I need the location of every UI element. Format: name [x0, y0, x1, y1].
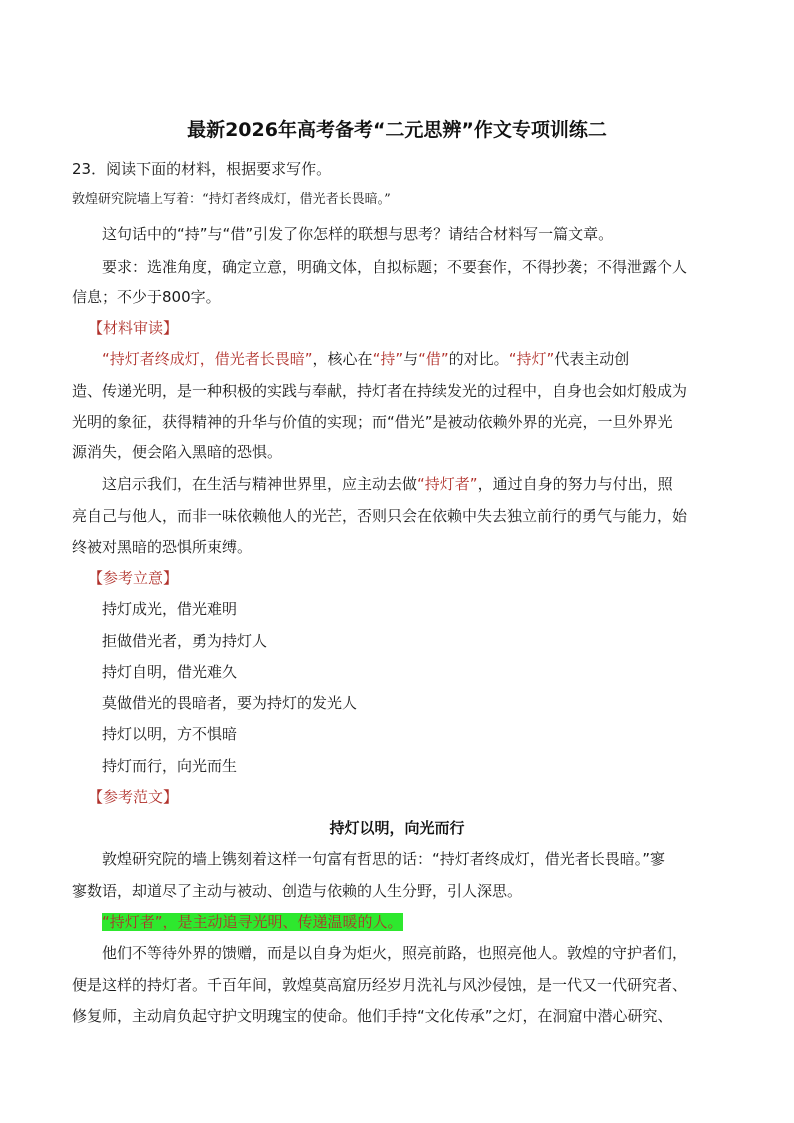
reference-ideas-heading: 【参考立意】 [88, 569, 179, 587]
material-reading-p2-line2: 亮自己与他人，而非一味依赖他人的光芒，否则只会在依赖中失去独立前行的勇气与能力，始 [72, 507, 688, 525]
p1-seg-3: 与 [403, 350, 419, 368]
essay-p1-line2: 寥数语，却道尽了主动与被动、创造与依赖的人生分野，引人深思。 [72, 882, 523, 900]
material-reading-p1-line3: 光明的象征，获得精神的升华与价值的实现；而“借光”是被动依赖外界的光亮，一旦外界光 [72, 413, 673, 431]
reference-essay-heading: 【参考范文】 [88, 788, 179, 806]
material-quote: 敦煌研究院墙上写着：“持灯者终成灯，借光者长畏暗。” [72, 192, 391, 207]
idea-item: 持灯自明，借光难久 [102, 663, 238, 681]
essay-title: 持灯以明，向光而行 [329, 819, 465, 837]
material-reading-heading: 【材料审读】 [88, 319, 179, 337]
p2-seg-c: ，通过自身的努力与付出，照 [477, 475, 673, 493]
p2-seg-a: 这启示我们，在生活与精神世界里，应主动去做 [102, 475, 418, 493]
p1-seg-4: “借” [418, 350, 449, 368]
p1-seg-1: ，核心在 [312, 350, 373, 368]
requirements-line-1: 要求：选准角度，确定立意，明确文体，自拟标题；不要套作，不得抄袭；不得泄露个人 [102, 258, 688, 276]
idea-item: 莫做借光的畏暗者，要为持灯的发光人 [102, 694, 358, 712]
material-reading-p2-line3: 终被对黑暗的恐惧所束缚。 [72, 538, 253, 556]
material-reading-p1-line4: 源消失，便会陷入黑暗的恐惧。 [72, 443, 283, 461]
p1-seg-6: “持灯” [508, 350, 555, 368]
essay-p1-line1: 敦煌研究院的墙上镌刻着这样一句富有哲思的话：“持灯者终成灯，借光者长畏暗。”寥 [102, 850, 666, 868]
material-reading-p1-line2: 造、传递光明，是一种积极的实践与奉献，持灯者在持续发光的过程中，自身也会如灯般成为 [72, 382, 688, 400]
p1-seg-7: 代表主动创 [554, 350, 630, 368]
material-reading-p2-line1 [72, 473, 722, 495]
highlighted-sentence: “持灯者”，是主动追寻光明、传递温暖的人。 [102, 913, 403, 931]
essay-p2-line3: 修复师，主动肩负起守护文明瑰宝的使命。他们手持“文化传承”之灯，在洞窟中潜心研究、 [72, 1007, 673, 1025]
idea-item: 持灯成光，借光难明 [102, 600, 238, 618]
essay-highlight-line [72, 911, 752, 933]
p1-seg-2: “持” [372, 350, 404, 368]
idea-item: 拒做借光者，勇为持灯人 [102, 632, 268, 650]
page-title: 最新2026年高考备考“二元思辨”作文专项训练二 [187, 119, 607, 141]
p1-seg-0: “持灯者终成灯，借光者长畏暗” [102, 350, 313, 368]
question-intro: 23．阅读下面的材料，根据要求写作。 [72, 160, 332, 178]
idea-item: 持灯以明，方不惧暗 [102, 725, 238, 743]
idea-item: 持灯而行，向光而生 [102, 757, 238, 775]
requirements-line-2: 信息；不少于800字。 [72, 288, 221, 306]
p1-seg-5: 的对比。 [448, 350, 509, 368]
essay-p2-line1: 他们不等待外界的馈赠，而是以自身为炬火，照亮前路，也照亮他人。敦煌的守护者们， [102, 944, 688, 962]
essay-p2-line2: 便是这样的持灯者。千百年间，敦煌莫高窟历经岁月洗礼与风沙侵蚀，是一代又一代研究者、 [72, 976, 688, 994]
material-reading-p1-line1 [72, 348, 722, 370]
p2-seg-b: “持灯者” [417, 475, 478, 493]
question-prompt: 这句话中的“持”与“借”引发了你怎样的联想与思考？请结合材料写一篇文章。 [102, 225, 614, 243]
